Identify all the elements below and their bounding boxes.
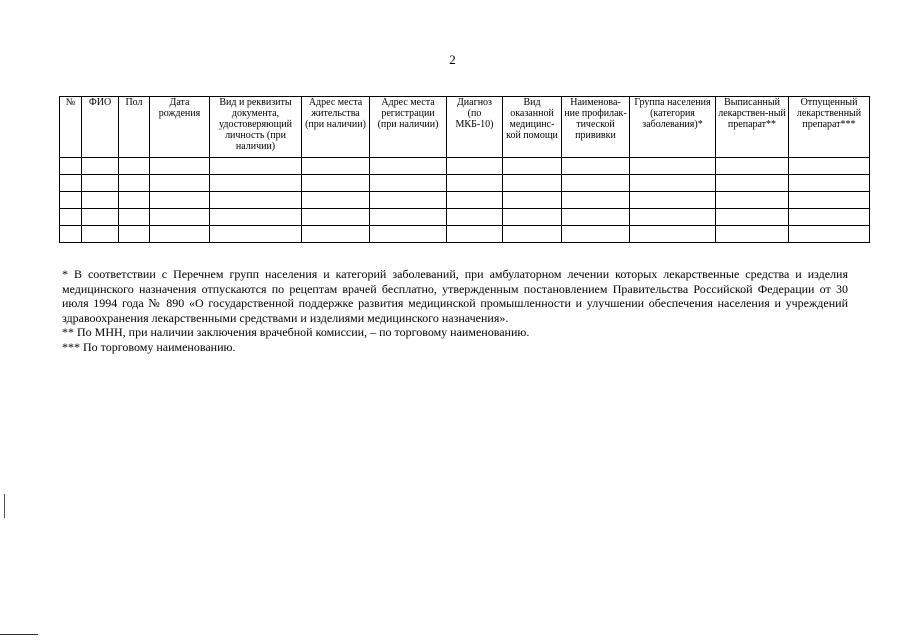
- table-cell: [562, 226, 630, 243]
- footnote-single-asterisk: * В соответствии с Перечнем групп населения и категорий заболеваний, при амбулаторном лечении которых лекарственные средства и изделия медицинского назначения отпускаются по рецептам врачей бесплатно, утвержденным постановлением Правительства Российской Федерации от 30 июля 1994 года № 890 «О государственной поддержке развития медицинской промышленности и улучшении обеспечения населения и учреждений здравоохранения лекарственными средствами и изделиями медицинского назначения».: [62, 267, 848, 325]
- table-cell: [789, 209, 870, 226]
- scan-edge-mark: [0, 634, 38, 635]
- footnote-double-asterisk: ** По МНН, при наличии заключения врачебной комиссии, – по торговому наименованию.: [62, 325, 530, 340]
- table-cell: [789, 226, 870, 243]
- table-cell: [789, 158, 870, 175]
- table-cell: [370, 226, 447, 243]
- col-header-number: №: [60, 97, 82, 158]
- table-cell: [82, 209, 119, 226]
- table-cell: [562, 175, 630, 192]
- footnotes: [62, 267, 848, 355]
- table-cell: [119, 209, 150, 226]
- table-cell: [302, 158, 370, 175]
- table-cell: [150, 175, 210, 192]
- table-cell: [119, 175, 150, 192]
- table-cell: [789, 175, 870, 192]
- table-cell: [370, 158, 447, 175]
- table-cell: [562, 158, 630, 175]
- table-cell: [630, 158, 716, 175]
- table-cell: [119, 158, 150, 175]
- table-cell: [302, 209, 370, 226]
- table-cell: [60, 209, 82, 226]
- table-cell: [150, 209, 210, 226]
- table-cell: [503, 158, 562, 175]
- table-row: [60, 192, 870, 209]
- table-cell: [447, 175, 503, 192]
- table-cell: [119, 192, 150, 209]
- table-cell: [210, 192, 302, 209]
- table-cell: [150, 192, 210, 209]
- table-header: [60, 97, 870, 158]
- col-header-diagnosis: Диагноз (по МКБ-10): [447, 97, 503, 158]
- table-cell: [716, 158, 789, 175]
- col-header-registration-address: Адрес места регистрации (при наличии): [370, 97, 447, 158]
- table-cell: [370, 192, 447, 209]
- col-header-care-type: Вид оказанной медицинс-кой помощи: [503, 97, 562, 158]
- table-cell: [716, 226, 789, 243]
- table-cell: [302, 175, 370, 192]
- table-row: [60, 226, 870, 243]
- col-header-vaccination: Наименова-ние профилак-тической прививки: [562, 97, 630, 158]
- table-cell: [210, 226, 302, 243]
- table-cell: [82, 192, 119, 209]
- table-row: [60, 175, 870, 192]
- table-cell: [630, 226, 716, 243]
- table-cell: [60, 192, 82, 209]
- table-body: [60, 158, 870, 243]
- col-header-population-group: Группа населения (категория заболевания)*: [630, 97, 716, 158]
- table-cell: [60, 226, 82, 243]
- table-cell: [82, 175, 119, 192]
- col-header-birth-date: Дата рождения: [150, 97, 210, 158]
- col-header-full-name: ФИО: [82, 97, 119, 158]
- table-cell: [82, 158, 119, 175]
- table-cell: [562, 209, 630, 226]
- footnote-triple-asterisk: *** По торговому наименованию.: [62, 339, 236, 354]
- table-cell: [630, 192, 716, 209]
- table-cell: [82, 226, 119, 243]
- table-cell: [447, 209, 503, 226]
- table-row: [60, 158, 870, 175]
- scan-margin-mark: [4, 494, 5, 518]
- patient-register-table: [59, 96, 870, 243]
- table-cell: [716, 192, 789, 209]
- table-cell: [503, 192, 562, 209]
- col-header-prescribed-drug: Выписанный лекарствен-ный препарат**: [716, 97, 789, 158]
- col-header-id-document: Вид и реквизиты документа, удостоверяющий личность (при наличии): [210, 97, 302, 158]
- header-row: [60, 97, 870, 158]
- table-cell: [370, 175, 447, 192]
- table-cell: [210, 175, 302, 192]
- col-header-residence-address: Адрес места жительства (при наличии): [302, 97, 370, 158]
- table-row: [60, 209, 870, 226]
- table-cell: [716, 175, 789, 192]
- table-cell: [503, 175, 562, 192]
- table-cell: [716, 209, 789, 226]
- table-cell: [447, 158, 503, 175]
- page-number: 2: [449, 52, 456, 67]
- col-header-sex: Пол: [119, 97, 150, 158]
- table-cell: [60, 175, 82, 192]
- table-cell: [210, 158, 302, 175]
- table-cell: [150, 158, 210, 175]
- table-cell: [503, 226, 562, 243]
- table-cell: [447, 192, 503, 209]
- table-cell: [119, 226, 150, 243]
- table-cell: [210, 209, 302, 226]
- table-cell: [562, 192, 630, 209]
- table-cell: [630, 175, 716, 192]
- table-cell: [60, 158, 82, 175]
- table-cell: [630, 209, 716, 226]
- table-cell: [302, 192, 370, 209]
- table-cell: [789, 192, 870, 209]
- table-cell: [447, 226, 503, 243]
- table-cell: [302, 226, 370, 243]
- col-header-dispensed-drug: Отпущенный лекарственный препарат***: [789, 97, 870, 158]
- table-cell: [150, 226, 210, 243]
- table-cell: [370, 209, 447, 226]
- table-cell: [503, 209, 562, 226]
